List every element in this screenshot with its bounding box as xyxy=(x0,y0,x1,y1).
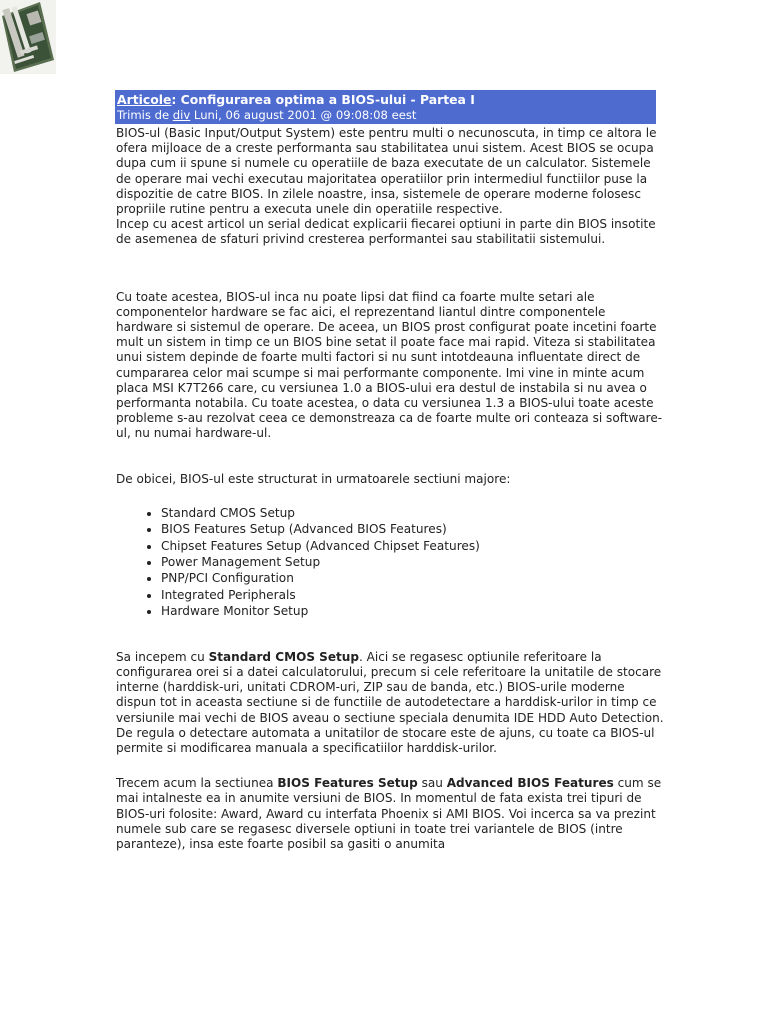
paragraph-sections-intro: De obicei, BIOS-ul este structurat in urmatoarele sectiuni majore: xyxy=(116,471,511,486)
list-item: • Chipset Features Setup (Advanced Chipset Features) xyxy=(161,538,664,554)
paragraph-intro: BIOS-ul (Basic Input/Output System) este pentru multi o necunoscuta, in timp ce altora le ofera mijloace de a creste performanta sau stabilitatea unui sistem. Acest BIOS se ocupa dupa cum ii spune si numele cu operatiile de baza executate de un calculator. Sistemele de operare mai vechi executau majoritatea operatiilor prin intermediul functiilor puse la dispozitie de catre BIOS. In zilele noastre, insa, sistemele de operare moderne folosesc propriile rutine pentru a executa unele din operatiile respective. xyxy=(116,126,657,217)
term-standard-cmos: Standard CMOS Setup xyxy=(208,649,359,664)
list-item: • Integrated Peripherals xyxy=(161,587,664,603)
motherboard-logo xyxy=(0,0,56,74)
list-item: • BIOS Features Setup (Advanced BIOS Features) xyxy=(161,521,664,537)
article-header xyxy=(115,90,656,124)
author-link[interactable]: div xyxy=(172,108,191,122)
term-advanced-bios-features: Advanced BIOS Features xyxy=(446,776,614,791)
article-byline xyxy=(117,108,656,123)
article-body xyxy=(116,126,664,852)
title-text: : Configurarea optima a BIOS-ului - Partea I xyxy=(171,92,475,107)
article-date: Luni, 06 august 2001 @ 09:08:08 eest xyxy=(190,108,417,122)
article-title xyxy=(117,92,656,108)
sections-list xyxy=(116,505,664,620)
list-item: • PNP/PCI Configuration xyxy=(161,570,664,586)
paragraph-standard-cmos: Sa incepem cu Standard CMOS Setup. Aici se regasesc optiunile referitoare la configurarea orei si a datei calculatorului, precum si cele referitoare la unitatile de stocare interne (harddisk-uri, unitati CDROM-uri, ZIP sau de banda, etc.) BIOS-urile moderne dispun tot in aceasta sectiune si de functiile de autodetectare a harddisk-urilor in timp ce versiunile mai vechi de BIOS aveau o sectiune speciala denumita IDE HDD Auto Detection. De regula o detectare automata a unitatilor de stocare este de ajuns, cu toate ca BIOS-ul permite si modificarea manuala a specificatiilor harddisk-urilor. xyxy=(116,649,664,755)
paragraph-bios-features: Trecem acum la sectiunea BIOS Features Setup sau Advanced BIOS Features cum se mai intalneste ea in anumite versiuni de BIOS. In momentul de fata exista trei tipuri de BIOS-uri folosite: Award, Award cu interfata Phoenix si AMI BIOS. Voi incerca sa va prezint numele sub care se regasesc diversele optiuni in toate trei variantele de BIOS (intre paranteze), insa este foarte posibil sa gasiti o anumita xyxy=(116,776,662,851)
sent-by-label: Trimis de xyxy=(117,108,173,122)
list-item: • Hardware Monitor Setup xyxy=(161,603,664,619)
paragraph-series: Incep cu acest articol un serial dedicat explicarii fiecarei optiuni in parte din BIOS insotite de asemenea de sfaturi privind cresterea performantei sau stabilitatii sistemului. xyxy=(116,217,656,247)
list-item: • Power Management Setup xyxy=(161,554,664,570)
list-item: • Standard CMOS Setup xyxy=(161,505,664,521)
term-bios-features-setup: BIOS Features Setup xyxy=(277,776,418,791)
paragraph-bios-role: Cu toate acestea, BIOS-ul inca nu poate lipsi dat fiind ca foarte multe setari ale componentelor hardware se fac aici, el reprezentand liantul dintre componentele hardware si sistemul de operare. De aceea, un BIOS prost configurat poate incetini foarte mult un sistem in timp ce un BIOS bine setat il poate face mai rapid. Viteza si stabilitatea unui sistem depinde de foarte multi factori si nu sunt intotdeauna influentate direct de cumpararea celor mai scumpe si mai performante componente. Imi vine in minte acum placa MSI K7T266 care, cu versiunea 1.0 a BIOS-ului era destul de instabila si nu avea o performanta notabila. Cu toate acestea, o data cu versiunea 1.3 a BIOS-ului toate aceste probleme s-au rezolvat ceea ce demonstreaza ca de foarte multe ori conteaza si software-ul, nu numai hardware-ul. xyxy=(116,289,663,441)
category-link[interactable]: Articole xyxy=(117,92,172,107)
